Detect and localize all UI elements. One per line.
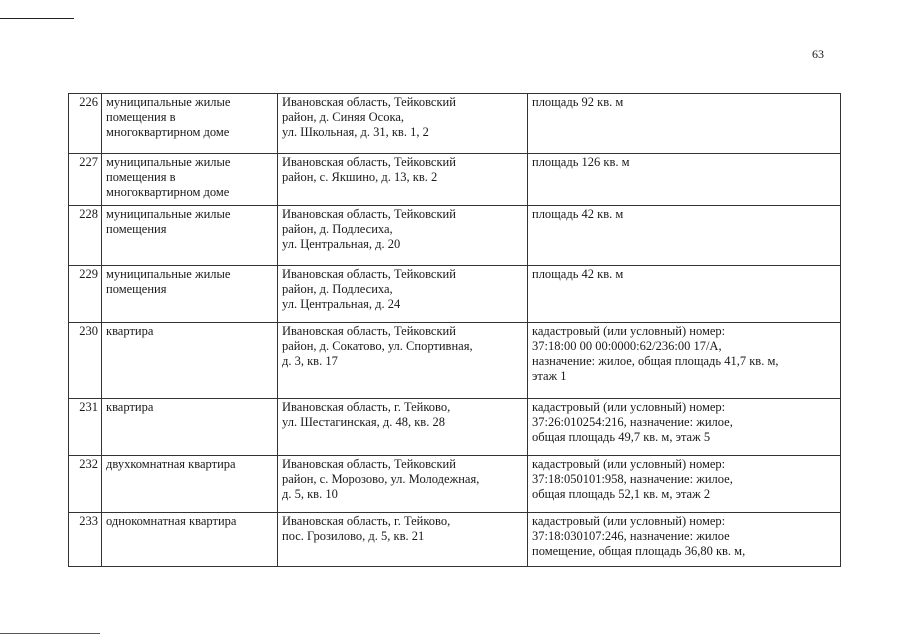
object-details: площадь 42 кв. м — [528, 206, 841, 266]
table-row — [69, 456, 841, 513]
row-number: 233 — [69, 513, 102, 567]
table-row — [69, 399, 841, 456]
table-row — [69, 206, 841, 266]
object-address: Ивановская область, г. Тейково, ул. Шестагинская, д. 48, кв. 28 — [278, 399, 528, 456]
object-name: муниципальные жилые помещения — [102, 266, 278, 323]
table-row — [69, 94, 841, 154]
table-row — [69, 513, 841, 567]
object-address: Ивановская область, Тейковский район, д. Подлесиха, ул. Центральная, д. 20 — [278, 206, 528, 266]
object-address: Ивановская область, Тейковский район, д. Подлесиха, ул. Центральная, д. 24 — [278, 266, 528, 323]
object-address: Ивановская область, Тейковский район, с. Морозово, ул. Молодежная, д. 5, кв. 10 — [278, 456, 528, 513]
object-name: квартира — [102, 323, 278, 399]
object-details: площадь 126 кв. м — [528, 154, 841, 206]
table-row — [69, 323, 841, 399]
object-name: муниципальные жилые помещения — [102, 206, 278, 266]
property-registry-table — [68, 93, 841, 567]
row-number: 229 — [69, 266, 102, 323]
object-name: муниципальные жилые помещения в многоквартирном доме — [102, 154, 278, 206]
top-rule — [0, 18, 74, 19]
object-details: кадастровый (или условный) номер: 37:26:010254:216, назначение: жилое, общая площадь 49,7 кв. м, этаж 5 — [528, 399, 841, 456]
table-row — [69, 154, 841, 206]
object-address: Ивановская область, г. Тейково, пос. Грозилово, д. 5, кв. 21 — [278, 513, 528, 567]
object-details: площадь 42 кв. м — [528, 266, 841, 323]
row-number: 228 — [69, 206, 102, 266]
object-address: Ивановская область, Тейковский район, с. Якшино, д. 13, кв. 2 — [278, 154, 528, 206]
object-name: квартира — [102, 399, 278, 456]
object-details: кадастровый (или условный) номер: 37:18:050101:958, назначение: жилое, общая площадь 52,1 кв. м, этаж 2 — [528, 456, 841, 513]
object-details: кадастровый (или условный) номер: 37:18:00 00 00:0000:62/236:00 17/А, назначение: жилое, общая площадь 41,7 кв. м, этаж 1 — [528, 323, 841, 399]
row-number: 226 — [69, 94, 102, 154]
object-name: однокомнатная квартира — [102, 513, 278, 567]
object-details: кадастровый (или условный) номер: 37:18:030107:246, назначение: жилое помещение, общая площадь 36,80 кв. м, — [528, 513, 841, 567]
row-number: 231 — [69, 399, 102, 456]
object-name: двухкомнатная квартира — [102, 456, 278, 513]
object-address: Ивановская область, Тейковский район, д. Сокатово, ул. Спортивная, д. 3, кв. 17 — [278, 323, 528, 399]
bottom-rule — [0, 633, 100, 634]
object-details: площадь 92 кв. м — [528, 94, 841, 154]
row-number: 230 — [69, 323, 102, 399]
object-address: Ивановская область, Тейковский район, д. Синяя Осока, ул. Школьная, д. 31, кв. 1, 2 — [278, 94, 528, 154]
page-number: 63 — [812, 47, 824, 61]
row-number: 232 — [69, 456, 102, 513]
table-row — [69, 266, 841, 323]
object-name: муниципальные жилые помещения в многоквартирном доме — [102, 94, 278, 154]
row-number: 227 — [69, 154, 102, 206]
